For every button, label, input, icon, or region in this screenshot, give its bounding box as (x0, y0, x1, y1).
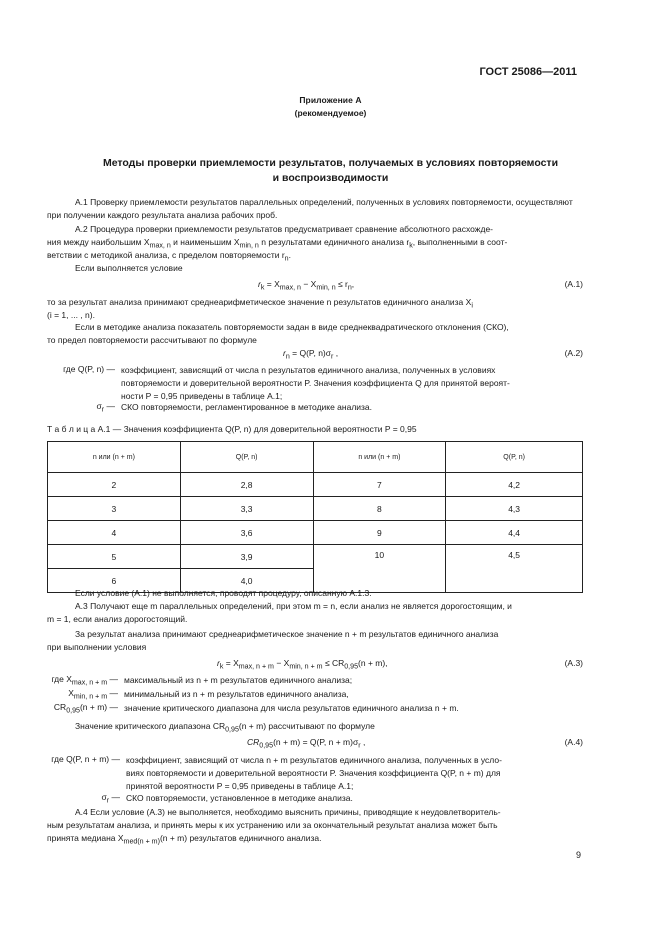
definition-sigma-text: СКО повторяемости, регламентированное в методике анализа. (121, 402, 373, 412)
table-cell: 4,5 (446, 545, 583, 593)
paragraph-a2-line1: А.2 Процедура проверки приемлемости результатов предусматривает сравнение абсолютного расхожде- (75, 224, 493, 234)
definition-sigma2-label: $\sigma_r$ — (101, 792, 120, 805)
paragraph-a1: А.1 Проверку приемлемости результатов параллельных определений, полученных в условиях повторяемости, осуществляют при получении каждого результата анализа рабочих проб. (47, 197, 573, 220)
paragraph-a2-line2: ния между наибольшим $X_{max, n}$ и наименьшим $X_{min, n}$ n результатами единичного анализа $r_k$, выполненными в соот- (47, 237, 508, 250)
table-cell: 2,8 (180, 473, 313, 497)
appendix-label: Приложение А (299, 95, 362, 105)
table-cell: 3,6 (180, 521, 313, 545)
table-cell: 4,2 (446, 473, 583, 497)
equation-a1-number: (А.1) (564, 279, 583, 289)
paragraph-a4-line3: принята медиана $X_{med(n + m)}(n + m)$ результатов единичного анализа. (47, 833, 322, 846)
after-a1-line1: то за результат анализа принимают среднеарифметическое значение n результатов единичного анализа $X_i$ (47, 297, 473, 310)
table-header-cell: Q(P, n) (446, 442, 583, 473)
section-title-line2: и воспроизводимости (272, 172, 389, 184)
table-header-cell: n или (n + m) (48, 442, 181, 473)
table-cell: 4,3 (446, 497, 583, 521)
after-a1-line2: (i = 1, ... , n). (47, 310, 95, 320)
table-cell: 6 (48, 569, 181, 593)
table-row (48, 473, 583, 497)
definition-xmin-text: минимальный из n + m результатов единичного анализа, (124, 689, 349, 699)
paragraph-a2-line3: ветствии с методикой анализа, с пределом повторяемости $r_n$. (47, 250, 291, 263)
definition-sigma2-text: СКО повторяемости, установленное в методике анализа. (126, 793, 353, 803)
equation-a3-number: (А.3) (564, 658, 583, 668)
definition-q-label: где Q(P, n) — (63, 364, 115, 374)
table-cell: 3 (48, 497, 181, 521)
definition-xmax-text: максимальный из n + m результатов единичного анализа; (124, 675, 353, 685)
table-cell: 5 (48, 545, 181, 569)
table-cell: 4 (48, 521, 181, 545)
table-header-row (48, 442, 583, 473)
definition-qnm-text: коэффициент, зависящий от числа n + m результатов единичного анализа, полученных в усло- виях повторяемости и доверительной вероятности P. Значения коэффициента Q(P, n + m) для принятой вероятности P = 0,95 приведены в таблице А.1; (126, 755, 502, 791)
equation-a4-number: (А.4) (564, 737, 583, 747)
equation-a4: $CR_{0,95}(n + m) = Q(P$, $n + m)\sigma_r$ , (247, 737, 366, 750)
definition-q-text: коэффициент, зависящий от числа n результатов единичного анализа, полученных в условиях повторяемости и доверительной вероятности P. Значения коэффициента Q для принятой вероят- ности P = 0,95 приведены в таблице А.1; (121, 365, 510, 401)
equation-a3: $r_k = X_{max, n + m} - X_{min, n + m} \le CR_{0,95}(n + m)$, (217, 658, 388, 671)
paragraph-a4-line1: А.4 Если условие (А.3) не выполняется, необходимо выяснить причины, приводящие к неудовлетворитель- (75, 807, 501, 817)
table-caption: Т а б л и ц а А.1 — Значения коэффициента Q(P, n) для доверительной вероятности P = 0,95 (47, 424, 417, 434)
table-cell: 8 (313, 497, 446, 521)
paragraph-a3-line1: А.3 Получают еще m параллельных определений, при этом m = n, если анализ не является дорогостоящим, и (75, 601, 512, 611)
critical-range-intro: Значение критического диапазона $CR_{0,95}(n + m)$ рассчитывают по формуле (75, 721, 375, 734)
table-cell: 10 (313, 545, 446, 593)
equation-a2: $r_n = Q(P$, $n)\sigma_r$ , (283, 348, 339, 361)
appendix-status: (рекомендуемое) (294, 108, 367, 118)
equation-a2-number: (А.2) (564, 348, 583, 358)
coefficient-table (47, 441, 583, 593)
table-cell: 4,0 (180, 569, 313, 593)
table-cell: 2 (48, 473, 181, 497)
section-title-line1: Методы проверки приемлемости результатов, получаемых в условиях повторяемости (102, 157, 559, 169)
table-header-cell: Q(P, n) (180, 442, 313, 473)
table-row (48, 521, 583, 545)
table-cell: 3,9 (180, 545, 313, 569)
definition-xmin-label: $X_{min, n + m}$ — (68, 688, 118, 701)
definition-sigma-label: $\sigma_r$ — (96, 401, 115, 414)
definition-xmax-label: где $X_{max, n + m}$ — (51, 674, 118, 687)
table-cell: 7 (313, 473, 446, 497)
definition-cr-text: значение критического диапазона для числа результатов единичного анализа n + m. (124, 703, 459, 713)
definition-qnm-label: где Q(P, n + m) — (51, 754, 120, 764)
table-header-cell: n или (n + m) (313, 442, 446, 473)
definition-cr-label: $CR_{0,95}(n + m)$ — (53, 702, 118, 715)
sko-line1: Если в методике анализа показатель повторяемости задан в виде среднеквадратического отклонения (СКО), (75, 322, 509, 332)
paragraph-a4-line2: ным результатам анализа, и принять меры к их устранению или за окончательный результат анализа может быть (47, 820, 498, 830)
table-row (48, 545, 583, 569)
table-cell: 4,4 (446, 521, 583, 545)
table-cell: 9 (313, 521, 446, 545)
equation-a1: $r_k = X_{max, n} - X_{min, n} \le r_n$, (258, 279, 355, 292)
condition-intro: Если выполняется условие (75, 263, 183, 273)
paragraph-a3-line2: m = 1, если анализ дорогостоящий. (47, 614, 188, 624)
condition-not-met: Если условие (А.1) не выполняется, проводят процедуру, описанную А.1.3. (75, 588, 372, 598)
sko-line2: то предел повторяемости рассчитывают по формуле (47, 335, 257, 345)
page-number: 9 (575, 850, 581, 860)
standard-code-header: ГОСТ 25086—2011 (479, 66, 577, 78)
nm-result-line1: За результат анализа принимают среднеарифметическое значение n + m результатов единичного анализа (75, 629, 499, 639)
table-row (48, 497, 583, 521)
table-cell: 3,3 (180, 497, 313, 521)
nm-result-line2: при выполнении условия (47, 642, 147, 652)
